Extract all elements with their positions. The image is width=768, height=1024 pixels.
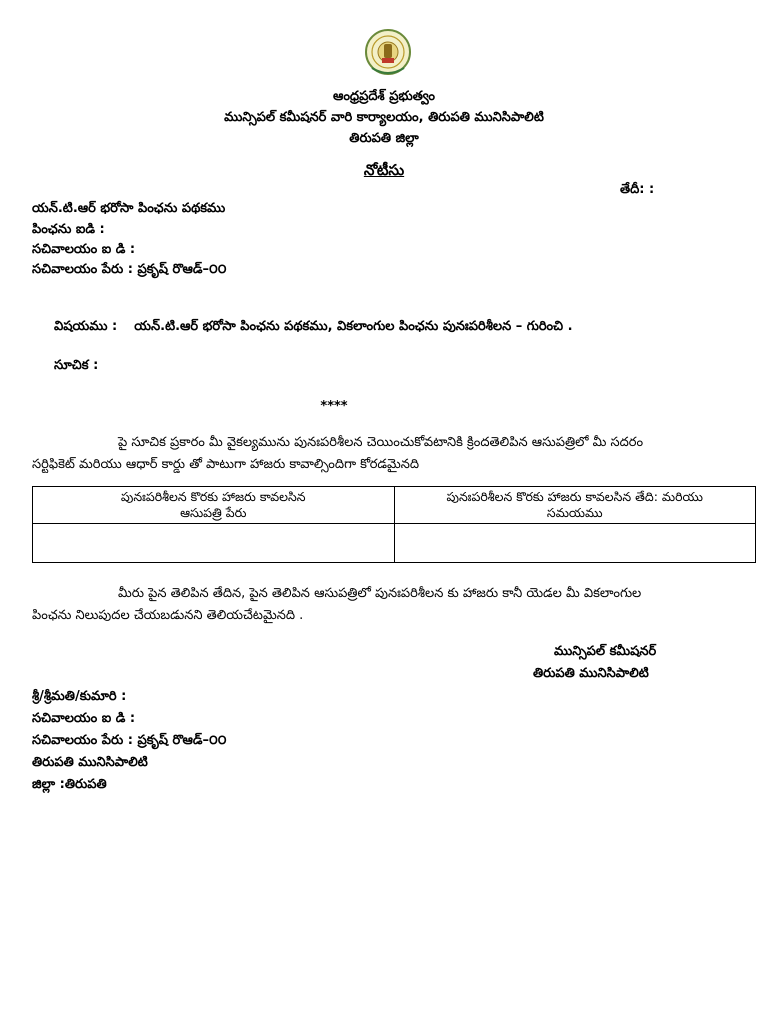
signature-title: మున్సిపల్ కమీషనర్ bbox=[554, 644, 657, 659]
body-paragraph-1 bbox=[32, 432, 752, 476]
table-row bbox=[33, 524, 756, 563]
date-label: తేదీ: : bbox=[620, 182, 655, 197]
body-paragraph-2-line1: మీరు పైన తెలిపిన తేదిన, పైన తెలిపిన ఆసుపత్రిలో పునఃపరిశీలన కు హాజరు కానీ యెడల మీ వికలాంగుల bbox=[118, 586, 642, 601]
scheme-name: యన్.టి.ఆర్ భరోసా పింఛను పథకము bbox=[32, 201, 226, 216]
body-paragraph-2 bbox=[32, 583, 752, 627]
secretariat-name-label: సచివాలయం పేరు : ప్రకృష్ రొఆడ్–౦౦ bbox=[32, 262, 227, 277]
subject-text: యన్.టి.ఆర్ భరోసా పింఛను పథకము, వికలాంగుల పింఛను పునఃపరిశీలన – గురించి . bbox=[134, 319, 573, 334]
table-cell-date-time bbox=[394, 524, 756, 563]
hospital-schedule-table bbox=[32, 486, 756, 563]
signature-office: తిరుపతి మునిసిపాలిటి bbox=[533, 666, 649, 681]
subject-label: విషయము : bbox=[54, 319, 118, 334]
header-office: మున్సిపల్ కమీషనర్ వారి కార్యాలయం, తిరుపతి మునిసిపాలిటి bbox=[224, 110, 544, 125]
pension-id-label: పింఛను ఐడి : bbox=[32, 222, 105, 237]
table-header-date-time: పునఃపరిశీలన కొరకు హాజరు కావలసిన తేది: మరియు సమయము bbox=[394, 487, 756, 524]
recipient-municipality: తిరుపతి మునిసిపాలిటి bbox=[32, 755, 148, 770]
reference-label: సూచిక : bbox=[54, 358, 99, 373]
recipient-name-label: శ్రీ/శ్రీమతి/కుమారి : bbox=[32, 689, 127, 704]
government-emblem-icon bbox=[364, 28, 412, 80]
table-cell-hospital bbox=[33, 524, 395, 563]
recipient-district: జిల్లా :తిరుపతి bbox=[32, 777, 107, 792]
subject-line bbox=[54, 318, 573, 336]
body-paragraph-1-line1: పై సూచిక ప్రకారం మీ వైకల్యమును పునఃపరిశీలన చెయించుకోవటానికి క్రిందతెలిపిన ఆసుపత్రిలో మీ సదరం bbox=[118, 435, 644, 450]
table-header-row bbox=[33, 487, 756, 524]
table-header-hospital: పునఃపరిశీలన కొరకు హాజరు కావలసిన ఆసుపత్రి పేరు bbox=[33, 487, 395, 524]
separator-stars: **** bbox=[320, 399, 348, 414]
body-paragraph-1-line2: సర్టిఫికెట్ మరియు ఆధార్ కార్డు తో పాటుగా హాజరు కావాల్సిందిగా కోరడమైనది bbox=[32, 457, 420, 472]
header-government: ఆంధ్రప్రదేశ్ ప్రభుత్వం bbox=[332, 89, 436, 104]
secretariat-id-label: సచివాలయం ఐ డి : bbox=[32, 242, 136, 257]
body-paragraph-2-line2: పింఛను నిలుపుదల చేయబడునని తెలియచేటమైనది . bbox=[32, 608, 304, 623]
recipient-secretariat-name-label: సచివాలయం పేరు : ప్రకృష్ రొఆడ్–౦౦ bbox=[32, 733, 227, 748]
recipient-secretariat-id-label: సచివాలయం ఐ డి : bbox=[32, 711, 136, 726]
notice-title: నోటీసు bbox=[363, 161, 405, 179]
header-district: తిరుపతి జిల్లా bbox=[349, 131, 419, 146]
